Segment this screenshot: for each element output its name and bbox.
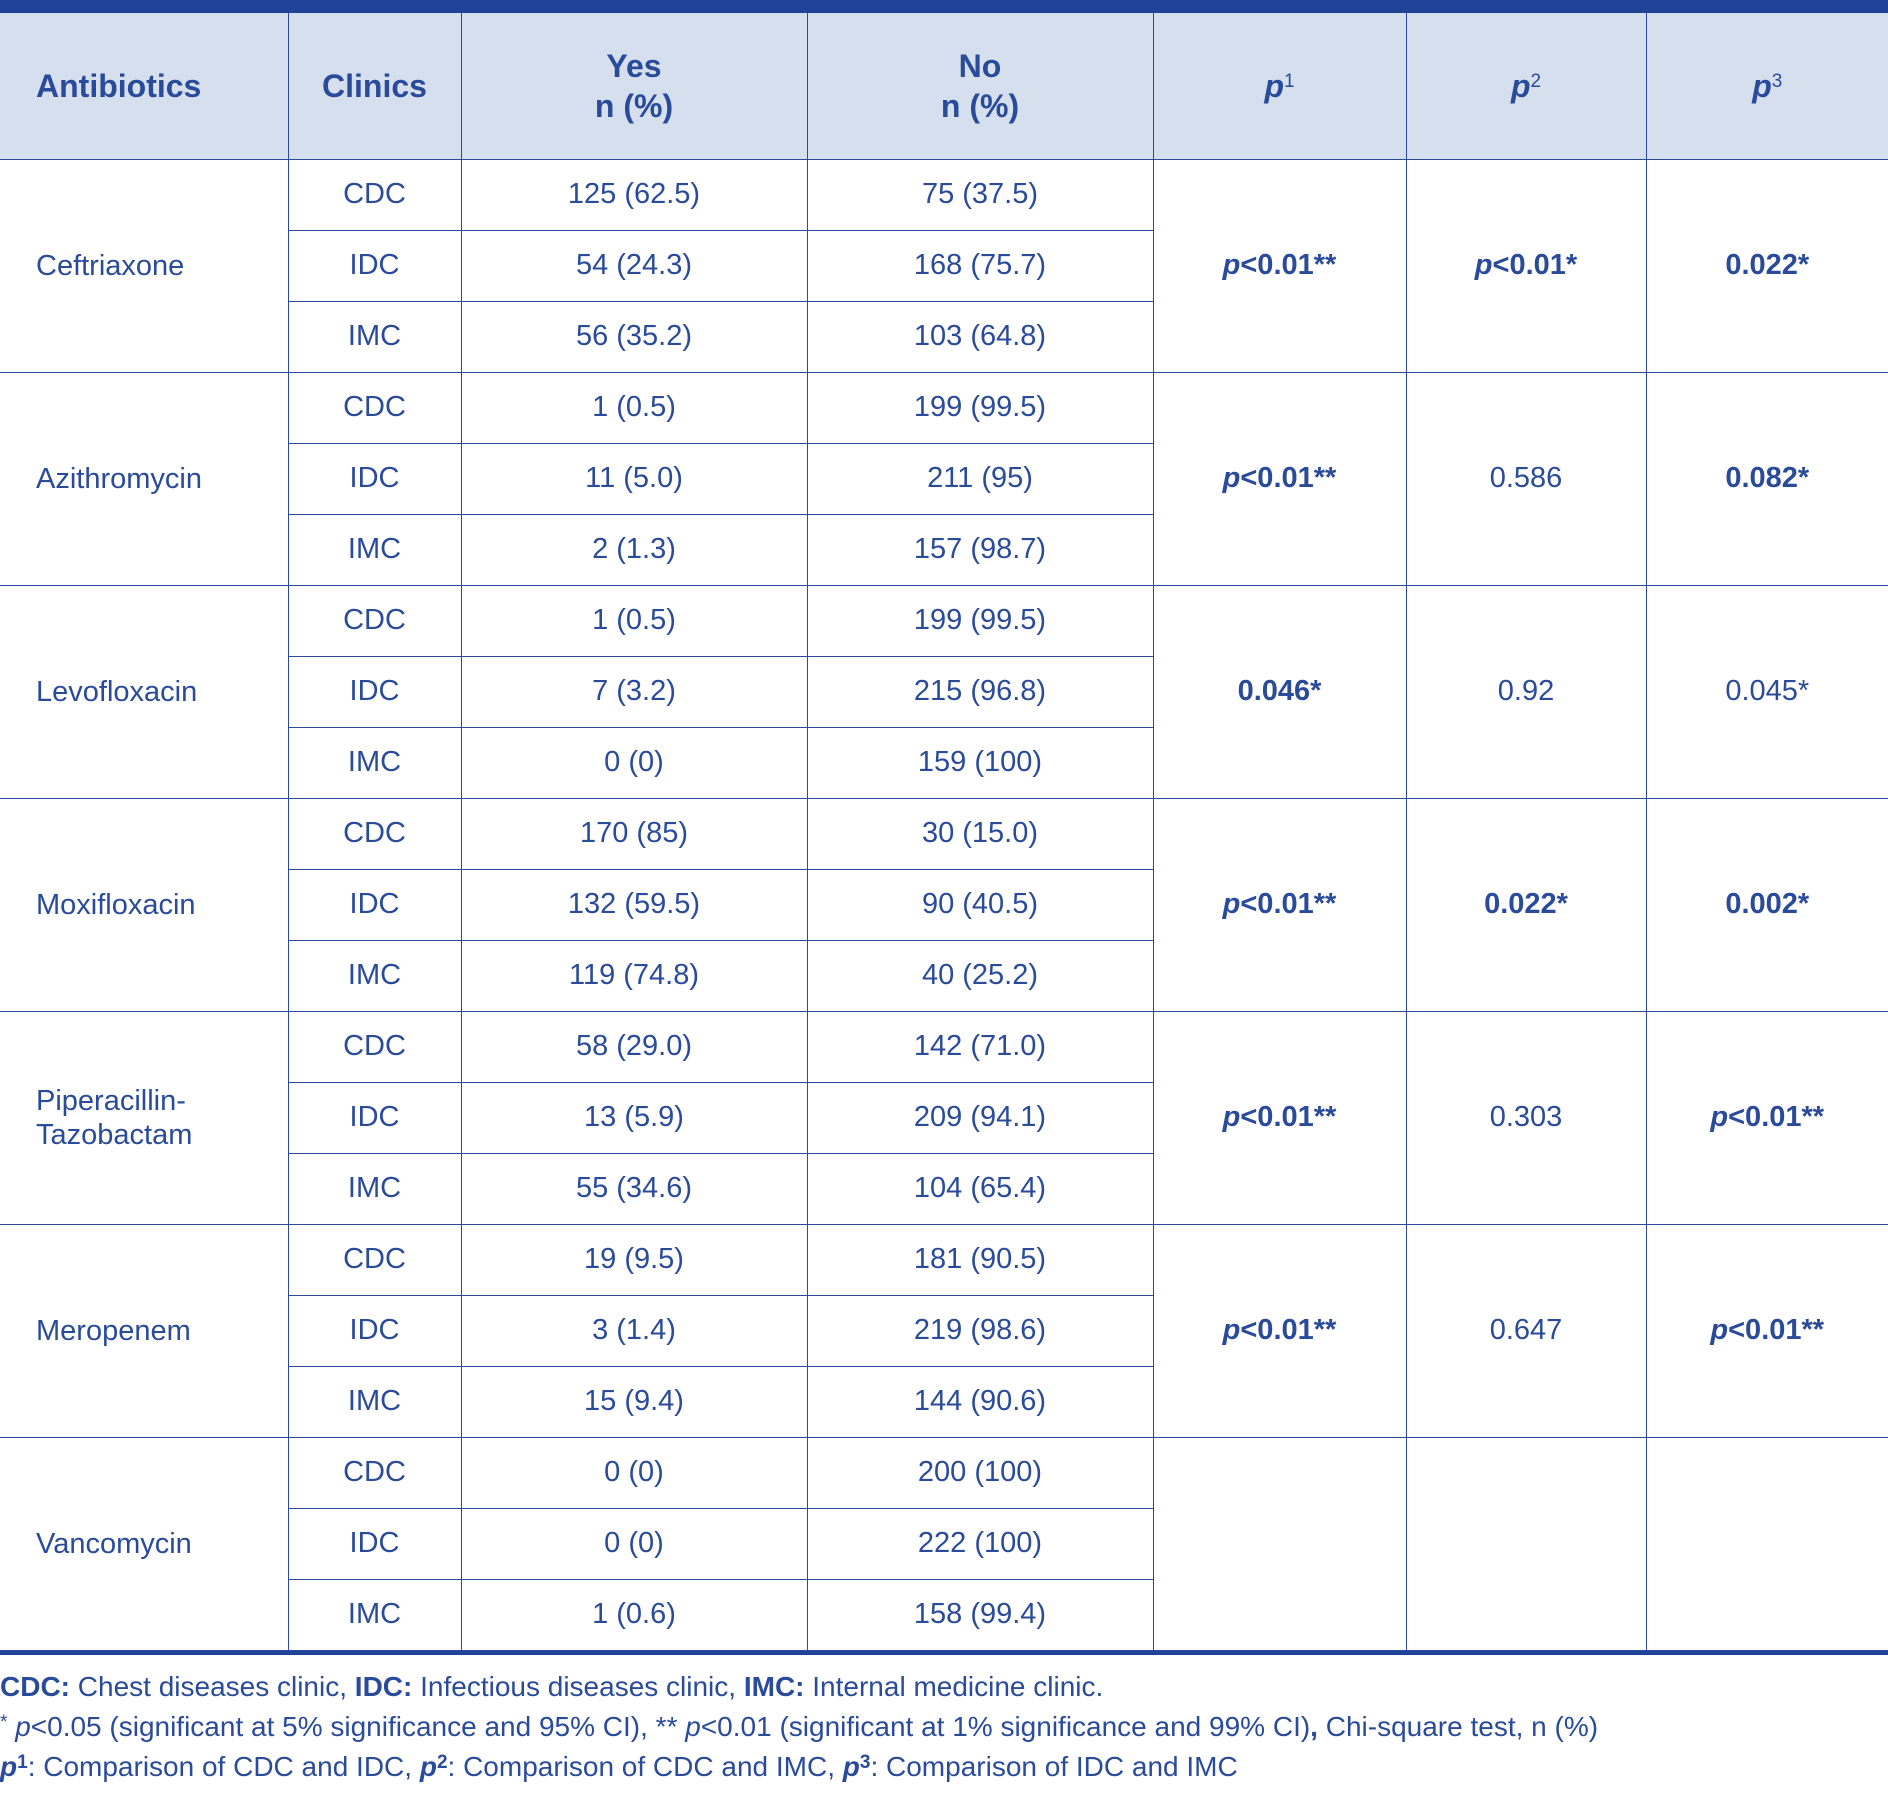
p1-value-cell	[1153, 1437, 1406, 1650]
yes-count-cell: 3 (1.4)	[461, 1295, 807, 1366]
clinic-cell: CDC	[288, 1224, 461, 1295]
clinic-cell: IMC	[288, 1153, 461, 1224]
antibiotic-name: Moxifloxacin	[0, 798, 288, 1011]
yes-count-cell: 0 (0)	[461, 1437, 807, 1508]
footnote-star: *	[0, 1711, 8, 1733]
p3-value-cell	[1646, 1011, 1888, 1224]
yes-count-cell: 11 (5.0)	[461, 443, 807, 514]
no-count-cell: 104 (65.4)	[807, 1153, 1153, 1224]
p3-p-letter: p	[1710, 1101, 1729, 1133]
yes-count-cell: 54 (24.3)	[461, 230, 807, 301]
p2-value-cell	[1406, 1224, 1646, 1437]
antibiotic-name: Vancomycin	[0, 1437, 288, 1650]
clinic-cell: IDC	[288, 1295, 461, 1366]
clinic-cell: IDC	[288, 1508, 461, 1579]
p2-value: 0.647	[1489, 1314, 1563, 1346]
no-count-cell: 215 (96.8)	[807, 656, 1153, 727]
p2-value-cell	[1406, 1011, 1646, 1224]
header-antibiotics: Antibiotics	[0, 13, 288, 159]
footnote-p1-sup: 1	[17, 1751, 28, 1773]
p2-value: 0.586	[1489, 462, 1563, 494]
footnote-p2-text: : Comparison of CDC and IMC,	[447, 1750, 843, 1782]
no-count-cell: 219 (98.6)	[807, 1295, 1153, 1366]
footnote-idc-abbr: IDC:	[354, 1670, 413, 1702]
antibiotic-name-line: Tazobactam	[36, 1118, 193, 1151]
yes-count-cell: 119 (74.8)	[461, 940, 807, 1011]
footnote-imc-text: Internal medicine clinic.	[804, 1670, 1104, 1702]
p3-p-letter: p	[1710, 1314, 1729, 1346]
footnote-p3-letter: p	[842, 1750, 860, 1782]
yes-count-cell: 56 (35.2)	[461, 301, 807, 372]
table-footnotes	[0, 1655, 1888, 1787]
yes-count-cell: 19 (9.5)	[461, 1224, 807, 1295]
clinic-cell: IMC	[288, 940, 461, 1011]
header-yes-label: Yes	[606, 47, 662, 84]
antibiotic-name: Azithromycin	[0, 372, 288, 585]
header-p2-letter: p	[1510, 67, 1531, 104]
p3-value-cell	[1646, 1437, 1888, 1650]
clinic-cell: IDC	[288, 230, 461, 301]
footnote-sig-a: <0.05 (significant at 5% significance and 95% CI), **	[30, 1710, 686, 1742]
p1-value-cell	[1153, 372, 1406, 585]
no-count-cell: 159 (100)	[807, 727, 1153, 798]
antibiotic-name	[0, 1011, 288, 1224]
p3-value: <0.01**	[1728, 1314, 1825, 1346]
p1-p-letter: p	[1222, 1314, 1241, 1346]
header-p2	[1406, 13, 1646, 159]
footnote-abbreviations	[0, 1667, 1888, 1707]
header-no-label: No	[958, 47, 1002, 84]
p3-value: 0.002*	[1725, 888, 1810, 920]
no-count-cell: 181 (90.5)	[807, 1224, 1153, 1295]
header-p1	[1153, 13, 1406, 159]
p1-value-cell	[1153, 1224, 1406, 1437]
no-count-cell: 75 (37.5)	[807, 159, 1153, 230]
table-row	[0, 372, 1888, 443]
clinic-cell: CDC	[288, 585, 461, 656]
clinic-cell: CDC	[288, 159, 461, 230]
table-row	[0, 798, 1888, 869]
header-yes-unit: n (%)	[594, 87, 674, 124]
yes-count-cell: 125 (62.5)	[461, 159, 807, 230]
header-p3-sup: 3	[1771, 70, 1783, 92]
clinic-cell: IDC	[288, 869, 461, 940]
yes-count-cell: 1 (0.5)	[461, 585, 807, 656]
table-row	[0, 1224, 1888, 1295]
p1-value: <0.01**	[1240, 249, 1337, 281]
footnote-p3-text: : Comparison of IDC and IMC	[870, 1750, 1238, 1782]
clinic-cell: IMC	[288, 1579, 461, 1650]
p2-value: <0.01*	[1492, 249, 1578, 281]
table-row	[0, 1011, 1888, 1082]
p2-p-letter: p	[1474, 249, 1493, 281]
table-row	[0, 1437, 1888, 1508]
p1-value-cell	[1153, 798, 1406, 1011]
p1-value-cell	[1153, 1011, 1406, 1224]
footnote-cdc-text: Chest diseases clinic,	[70, 1670, 355, 1702]
no-count-cell: 158 (99.4)	[807, 1579, 1153, 1650]
p1-value: <0.01**	[1240, 888, 1337, 920]
table-row	[0, 159, 1888, 230]
header-no-unit: n (%)	[940, 87, 1020, 124]
yes-count-cell: 13 (5.9)	[461, 1082, 807, 1153]
p1-value: <0.01**	[1240, 1101, 1337, 1133]
yes-count-cell: 58 (29.0)	[461, 1011, 807, 1082]
footnote-p1-text: : Comparison of CDC and IDC,	[27, 1750, 420, 1782]
header-p3	[1646, 13, 1888, 159]
p3-value-cell	[1646, 585, 1888, 798]
p3-value: 0.082*	[1725, 462, 1810, 494]
footnote-sig-b: <0.01 (significant at 1% significance and 99% CI)	[700, 1710, 1311, 1742]
footnote-significance	[0, 1707, 1888, 1747]
footnote-p1-letter: p	[0, 1750, 18, 1782]
clinic-cell: CDC	[288, 798, 461, 869]
table-row	[0, 585, 1888, 656]
p1-p-letter: p	[1222, 1101, 1241, 1133]
p1-p-letter: p	[1222, 462, 1241, 494]
no-count-cell: 199 (99.5)	[807, 585, 1153, 656]
clinic-cell: IDC	[288, 656, 461, 727]
no-count-cell: 168 (75.7)	[807, 230, 1153, 301]
header-no	[807, 13, 1153, 159]
footnote-p2-sup: 2	[436, 1751, 448, 1773]
p1-value: <0.01**	[1240, 462, 1337, 494]
p3-value-cell	[1646, 159, 1888, 372]
footnote-test: Chi-square test, n (%)	[1317, 1710, 1599, 1742]
p2-value-cell	[1406, 1437, 1646, 1650]
p1-value: <0.01**	[1240, 1314, 1337, 1346]
clinic-cell: IMC	[288, 727, 461, 798]
clinic-cell: CDC	[288, 1437, 461, 1508]
no-count-cell: 209 (94.1)	[807, 1082, 1153, 1153]
p2-value: 0.92	[1497, 675, 1555, 707]
no-count-cell: 144 (90.6)	[807, 1366, 1153, 1437]
p1-p-letter: p	[1222, 249, 1241, 281]
antibiotics-table	[0, 13, 1888, 1651]
p2-value: 0.303	[1489, 1101, 1563, 1133]
p2-value-cell	[1406, 372, 1646, 585]
yes-count-cell: 170 (85)	[461, 798, 807, 869]
p2-value: 0.022*	[1484, 888, 1568, 920]
yes-count-cell: 0 (0)	[461, 1508, 807, 1579]
footnote-p2-letter: p	[419, 1750, 437, 1782]
footnote-comma: ,	[1310, 1710, 1318, 1742]
clinic-cell: IDC	[288, 443, 461, 514]
no-count-cell: 200 (100)	[807, 1437, 1153, 1508]
p3-value-cell	[1646, 1224, 1888, 1437]
no-count-cell: 199 (99.5)	[807, 372, 1153, 443]
no-count-cell: 103 (64.8)	[807, 301, 1153, 372]
no-count-cell: 211 (95)	[807, 443, 1153, 514]
footnote-p-a: p	[15, 1710, 31, 1742]
p1-value: 0.046*	[1237, 675, 1322, 707]
p2-value-cell	[1406, 585, 1646, 798]
yes-count-cell: 1 (0.5)	[461, 372, 807, 443]
header-p1-sup: 1	[1283, 70, 1295, 92]
footnote-p-b: p	[685, 1710, 701, 1742]
table-header	[0, 13, 1888, 159]
header-p1-letter: p	[1264, 67, 1284, 104]
clinic-cell: IMC	[288, 1366, 461, 1437]
antibiotic-name: Ceftriaxone	[0, 159, 288, 372]
p3-value-cell	[1646, 372, 1888, 585]
clinic-cell: CDC	[288, 372, 461, 443]
no-count-cell: 222 (100)	[807, 1508, 1153, 1579]
p1-value-cell	[1153, 585, 1406, 798]
no-count-cell: 90 (40.5)	[807, 869, 1153, 940]
no-count-cell: 157 (98.7)	[807, 514, 1153, 585]
p3-value: 0.022*	[1725, 249, 1810, 281]
footnote-imc-abbr: IMC:	[743, 1670, 805, 1702]
header-yes	[461, 13, 807, 159]
header-p3-letter: p	[1752, 67, 1772, 104]
clinic-cell: IMC	[288, 514, 461, 585]
yes-count-cell: 7 (3.2)	[461, 656, 807, 727]
yes-count-cell: 15 (9.4)	[461, 1366, 807, 1437]
header-p2-sup: 2	[1530, 70, 1542, 92]
footnote-comparisons	[0, 1747, 1888, 1787]
clinic-cell: IMC	[288, 301, 461, 372]
p1-value-cell	[1153, 159, 1406, 372]
antibiotic-name-line: Piperacillin-	[36, 1084, 186, 1117]
p3-value-cell	[1646, 798, 1888, 1011]
yes-count-cell: 55 (34.6)	[461, 1153, 807, 1224]
clinic-cell: CDC	[288, 1011, 461, 1082]
p1-p-letter: p	[1222, 888, 1241, 920]
footnote-cdc-abbr: CDC:	[0, 1670, 70, 1702]
antibiotic-name: Levofloxacin	[0, 585, 288, 798]
yes-count-cell: 0 (0)	[461, 727, 807, 798]
p2-value-cell	[1406, 798, 1646, 1011]
p3-value: 0.045*	[1725, 675, 1810, 707]
p3-value: <0.01**	[1728, 1101, 1825, 1133]
footnote-idc-text: Infectious diseases clinic,	[412, 1670, 744, 1702]
yes-count-cell: 132 (59.5)	[461, 869, 807, 940]
no-count-cell: 30 (15.0)	[807, 798, 1153, 869]
yes-count-cell: 1 (0.6)	[461, 1579, 807, 1650]
p2-value-cell	[1406, 159, 1646, 372]
footnote-p3-sup: 3	[859, 1751, 871, 1773]
header-clinics: Clinics	[288, 13, 461, 159]
no-count-cell: 142 (71.0)	[807, 1011, 1153, 1082]
table-body	[0, 159, 1888, 1650]
no-count-cell: 40 (25.2)	[807, 940, 1153, 1011]
antibiotic-name: Meropenem	[0, 1224, 288, 1437]
clinic-cell: IDC	[288, 1082, 461, 1153]
yes-count-cell: 2 (1.3)	[461, 514, 807, 585]
